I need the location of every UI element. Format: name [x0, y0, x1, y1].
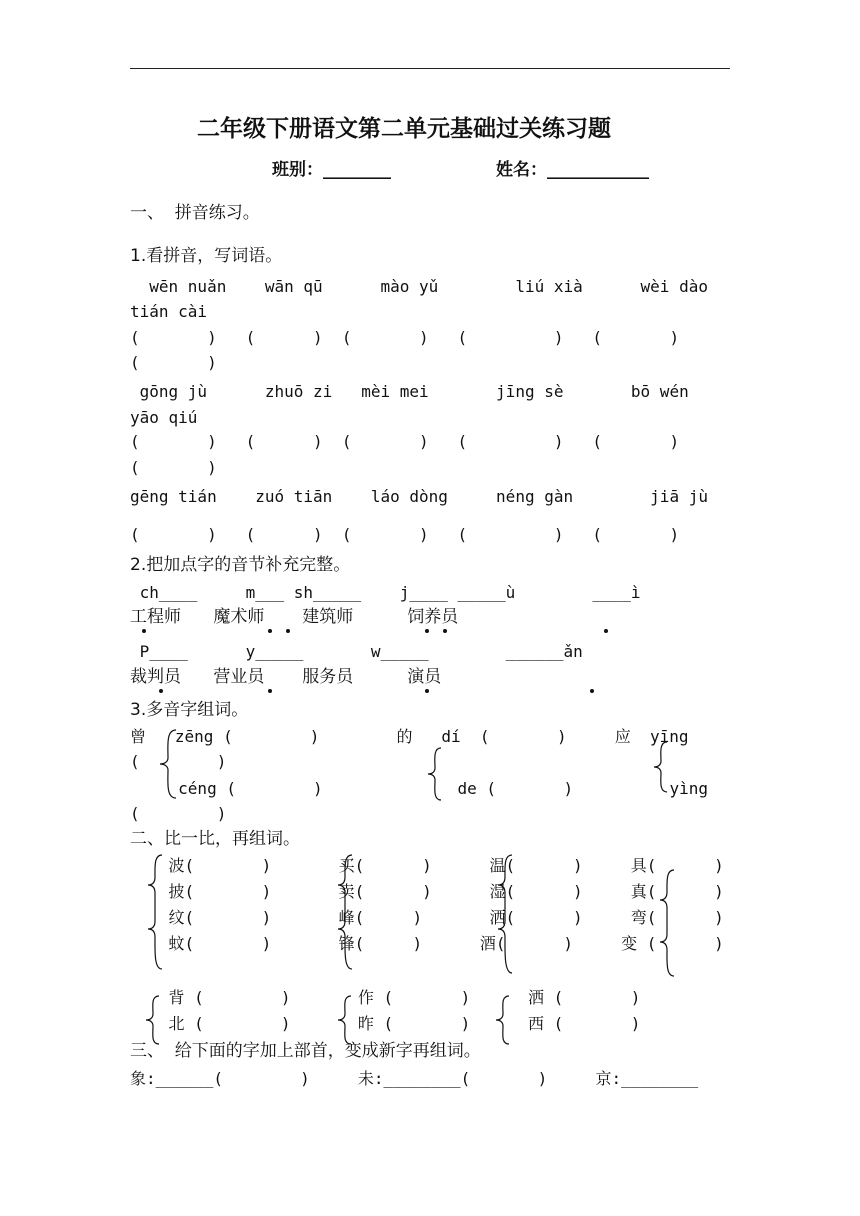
compare-row-5: 背 ( ) 作 ( ) 洒 ( )	[130, 988, 641, 1007]
q1-blank-row-3: ( ) ( ) ( ) ( ) ( )	[130, 525, 680, 544]
q1-blank-row-1: ( ) ( ) ( ) ( ) ( )	[130, 328, 680, 347]
compare-row-4: 蚊( ) 锋( ) 酒( ) 变 ( )	[130, 934, 724, 953]
q3-heading: 3.多音字组词。	[130, 700, 249, 720]
emphasis-dot	[425, 689, 429, 693]
curly-brace	[158, 728, 180, 800]
emphasis-dot	[590, 689, 594, 693]
curly-brace	[426, 746, 444, 802]
curly-brace	[336, 994, 354, 1046]
q2-pinyin-row-2: P____ y_____ w_____ ______ǎn	[130, 642, 583, 661]
emphasis-dot	[443, 629, 447, 633]
q3-line-4: ( )	[130, 804, 227, 823]
q3-line-2: ( )	[130, 752, 227, 771]
curly-brace	[144, 994, 162, 1046]
q1-blank-row-1b: ( )	[130, 353, 217, 372]
q1-pinyin-row-1: wēn nuǎn wān qū mào yǔ liú xià wèi dào	[130, 277, 708, 296]
section-1-heading: 一、 拼音练习。	[130, 203, 260, 223]
compare-row-2: 披( ) 卖( ) 湿( ) 真( )	[130, 882, 724, 901]
compare-row-6: 北 ( ) 昨 ( ) 西 ( )	[130, 1014, 641, 1033]
q1-pinyin-row-2b: yāo qiú	[130, 408, 198, 427]
section-3-line: 象:______( ) 未:________( ) 京:________	[130, 1069, 699, 1088]
emphasis-dot	[268, 629, 272, 633]
emphasis-dot	[425, 629, 429, 633]
section-3-heading: 三、 给下面的字加上部首，变成新字再组词。	[130, 1041, 481, 1061]
q3-line-1: 曾 zēng ( ) 的 dí ( ) 应 yīng	[130, 727, 689, 746]
curly-brace	[496, 853, 516, 977]
curly-brace	[336, 853, 356, 973]
emphasis-dot	[286, 629, 290, 633]
curly-brace	[658, 868, 678, 980]
emphasis-dot	[142, 629, 146, 633]
emphasis-dot	[604, 629, 608, 633]
q3-line-3: céng ( ) de ( ) yìng	[130, 779, 708, 798]
q2-pinyin-row-1: ch____ m___ sh_____ j____ _____ù ____ì	[130, 583, 641, 602]
q1-heading: 1.看拼音，写词语。	[130, 246, 283, 266]
q1-pinyin-row-3: gēng tián zuó tiān láo dòng néng gàn jiā jù	[130, 487, 708, 506]
q1-pinyin-row-1b: tián cài	[130, 302, 208, 321]
emphasis-dot	[268, 689, 272, 693]
q2-heading: 2.把加点字的音节补充完整。	[130, 555, 351, 575]
q1-blank-row-2b: ( )	[130, 458, 217, 477]
top-rule	[130, 68, 730, 69]
compare-row-3: 纹( ) 峰( ) 洒( ) 弯( )	[130, 908, 724, 927]
q2-words-row-1: 工程师 魔术师 建筑师 饲养员	[130, 607, 459, 627]
curly-brace	[494, 994, 512, 1046]
section-2-heading: 二、比一比，再组词。	[130, 829, 300, 849]
name-label: 姓名：____________	[496, 160, 649, 180]
page-title: 二年级下册语文第二单元基础过关练习题	[197, 116, 611, 142]
q2-words-row-2: 裁判员 营业员 服务员 演员	[130, 667, 442, 687]
q1-blank-row-2: ( ) ( ) ( ) ( ) ( )	[130, 432, 680, 451]
curly-brace	[652, 740, 670, 794]
q1-pinyin-row-2: gōng jù zhuō zi mèi mei jīng sè bō wén	[130, 382, 689, 401]
emphasis-dot	[159, 689, 163, 693]
class-label: 班别：________	[272, 160, 391, 180]
curly-brace	[146, 853, 166, 973]
compare-row-1: 波( ) 买( ) 温( ) 具( )	[130, 856, 724, 875]
